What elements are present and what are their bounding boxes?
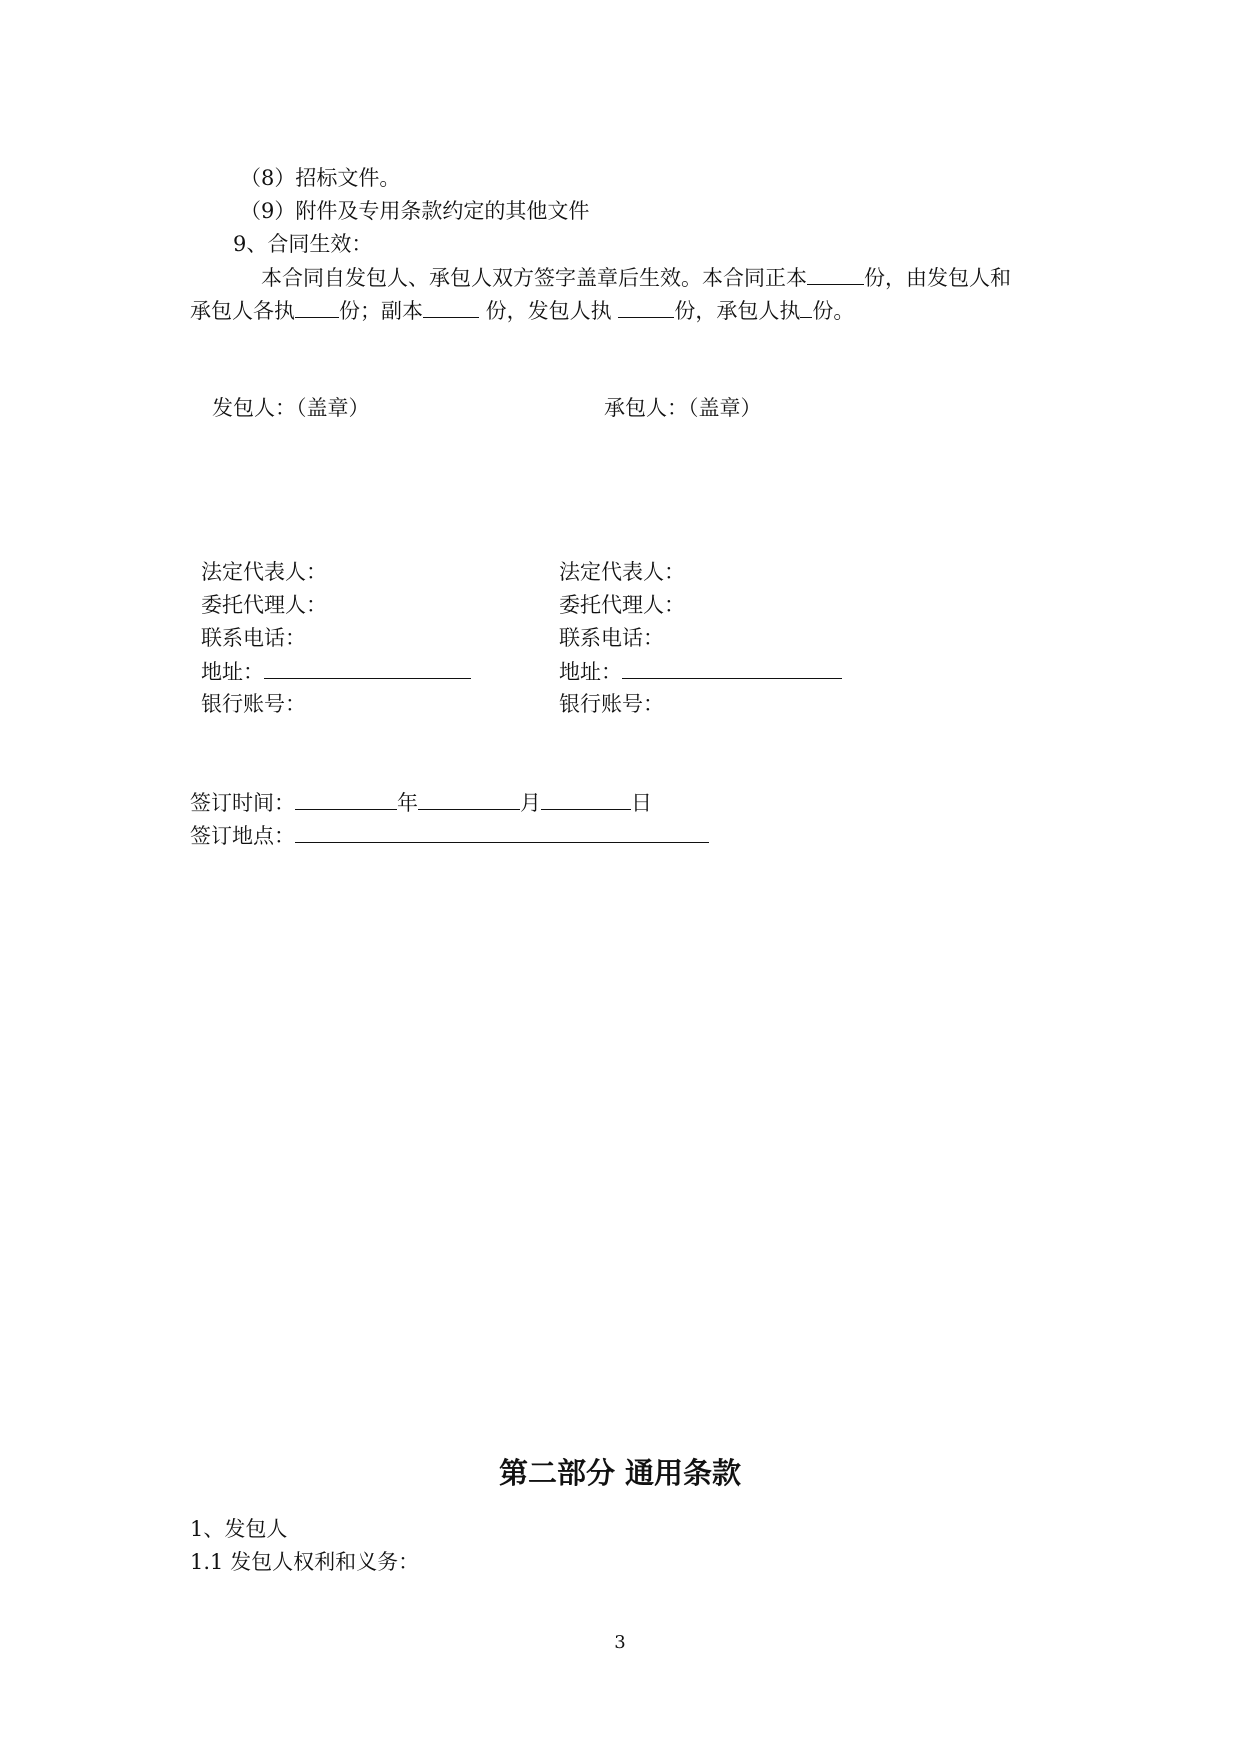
text: 签订时间： <box>190 791 295 815</box>
employer-address <box>201 656 471 687</box>
text: 承包人各执 <box>190 299 295 323</box>
text: 份。 <box>812 299 855 323</box>
list-item-9: （9）附件及专用条款约定的其他文件 <box>240 199 590 223</box>
text: 份，承包人执 <box>674 299 801 323</box>
blank-place <box>295 820 709 843</box>
section-9-title: 9、合同生效： <box>233 232 373 256</box>
text: 份；副本 <box>339 299 423 323</box>
page-number: 3 <box>614 1632 626 1653</box>
text: 份，发包人执 <box>479 299 619 323</box>
contractor-address <box>559 656 842 687</box>
contractor-phone: 联系电话： <box>559 626 664 650</box>
effect-paragraph-line-1 <box>261 262 1011 293</box>
blank-original-copies <box>807 262 864 285</box>
clause-1-1: 1.1 发包人权利和义务： <box>190 1550 420 1574</box>
blank-duplicate-copies <box>423 295 479 318</box>
text: 月 <box>520 791 541 815</box>
contractor-seal-label: 承包人：（盖章） <box>604 396 762 420</box>
text: 份，由发包人和 <box>864 266 1011 290</box>
blank-month <box>418 787 520 810</box>
blank-day <box>541 787 631 810</box>
text: 本合同自发包人、承包人双方签字盖章后生效。本合同正本 <box>261 266 807 290</box>
blank-contractor-address <box>622 656 842 679</box>
text: 签订地点： <box>190 824 295 848</box>
text: 年 <box>397 791 418 815</box>
blank-contractor-copies <box>800 295 812 318</box>
text: 日 <box>631 791 652 815</box>
contractor-bank: 银行账号： <box>559 692 664 716</box>
contractor-legal-rep: 法定代表人： <box>559 560 685 584</box>
employer-legal-rep: 法定代表人： <box>201 560 327 584</box>
text: 地址： <box>559 660 622 684</box>
blank-each-original <box>295 295 339 318</box>
contractor-agent: 委托代理人： <box>559 593 685 617</box>
blank-year <box>295 787 397 810</box>
employer-seal-label: 发包人：（盖章） <box>212 396 370 420</box>
list-item-8: （8）招标文件。 <box>240 166 401 190</box>
signing-place <box>190 820 709 851</box>
employer-agent: 委托代理人： <box>201 593 327 617</box>
employer-phone: 联系电话： <box>201 626 306 650</box>
blank-employer-address <box>264 656 471 679</box>
effect-paragraph-line-2 <box>190 295 854 326</box>
text: 地址： <box>201 660 264 684</box>
clause-1: 1、发包人 <box>190 1517 288 1541</box>
blank-employer-copies <box>618 295 674 318</box>
signing-time <box>190 787 652 818</box>
part-2-heading: 第二部分 通用条款 <box>498 1456 742 1490</box>
employer-bank: 银行账号： <box>201 692 306 716</box>
